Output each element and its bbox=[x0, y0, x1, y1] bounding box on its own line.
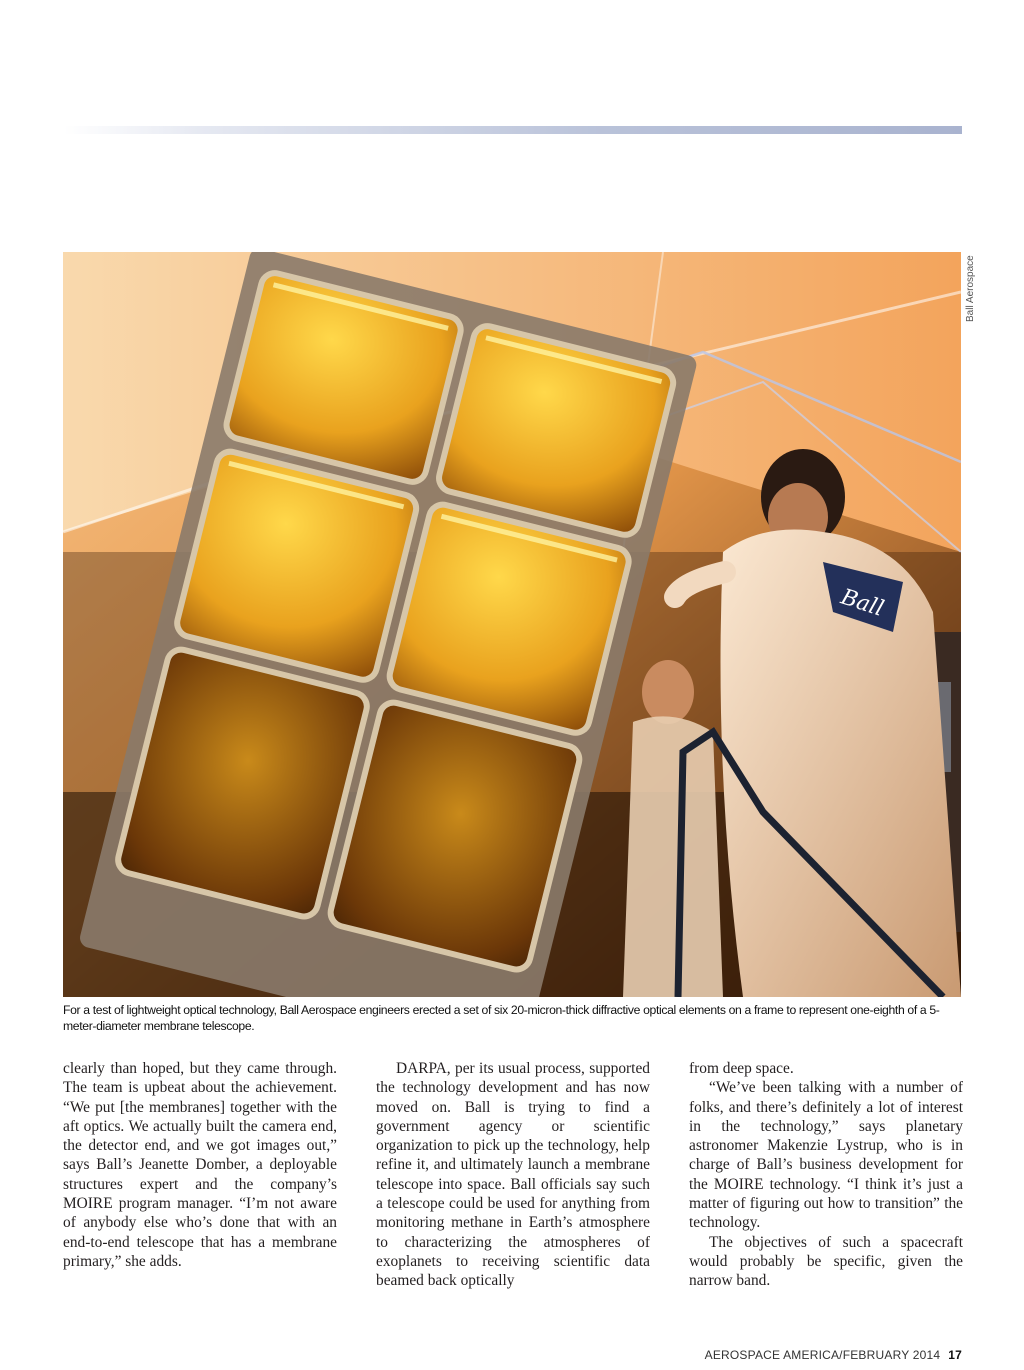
paragraph: from deep space. bbox=[689, 1060, 794, 1077]
paragraph: The objectives of such a spacecraft would probably be specific, given the narrow band. bbox=[689, 1233, 963, 1290]
publication-info: AEROSPACE AMERICA/FEBRUARY 2014 bbox=[704, 1348, 941, 1362]
photo-logo: Ball bbox=[837, 584, 887, 622]
page-number: 17 bbox=[948, 1348, 962, 1362]
photo-caption: For a test of lightweight optical technology, Ball Aerospace engineers erected a set of six 20-micron-thick diffractive optical elements on a frame to represent one-eighth of a 5-meter-diameter membrane telescope. bbox=[63, 1003, 940, 1033]
page-footer bbox=[705, 1348, 962, 1362]
text-column-1 bbox=[63, 1059, 337, 1271]
paragraph: “We’ve been talking with a number of folks, and there’s definitely a lot of interest in the technology,” says planetary astronomer Makenzie Lystrup, who is in charge of Ball’s business development for the MOIRE technology. “I think it’s just a matter of figuring out how to transition” the technology. bbox=[689, 1079, 963, 1232]
text-column-3 bbox=[689, 1059, 963, 1291]
article-photo bbox=[63, 252, 961, 997]
photo-credit: Ball Aerospace bbox=[965, 255, 976, 322]
paragraph: clearly than hoped, but they came through. The team is upbeat about the achievement. “We put [the membranes] together with the aft optics. We actually built the camera end, the detector end, and we got images out,” says Ball’s Jeanette Domber, a deployable structures expert and the company’s MOIRE program manager. “I’m not aware of anybody else who’s done that with an end-to-end telescope that has a membrane primary,” she adds. bbox=[63, 1060, 337, 1270]
paragraph: DARPA, per its usual process, supported the technology development and has now moved on. Ball is trying to find a government agency or scientific organization to pick up the technology, help refine it, and ultimately launch a membrane telescope into space. Ball officials say such a telescope could be used for anything from monitoring methane in Earth’s atmosphere to characterizing the atmospheres of exoplanets to receiving scientific data beamed back optically bbox=[376, 1060, 650, 1290]
text-column-2 bbox=[376, 1059, 650, 1291]
header-rule bbox=[64, 126, 962, 134]
